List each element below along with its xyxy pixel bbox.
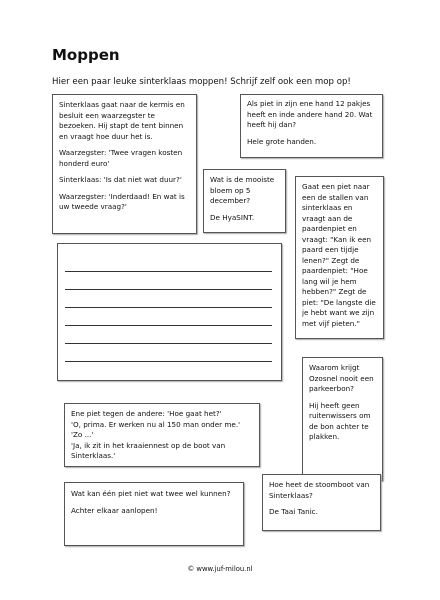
joke-text: Sinterklaas gaat naar de kermis en besluit een waarzegster te bezoeken. Hij stapt de tent binnen en vraagt hoe duur het is.: [59, 100, 185, 141]
joke-box-stoomboot: [262, 474, 381, 531]
joke-box-twee: [64, 482, 244, 546]
writing-line: [65, 271, 272, 272]
writing-line: [65, 289, 272, 290]
joke-text: Waarzegster: 'Twee vragen kosten honderd euro': [59, 148, 183, 168]
write-your-joke-box[interactable]: [57, 243, 282, 381]
writing-line: [65, 325, 272, 326]
joke-text: Waarzegster: 'Inderdaad! En wat is uw tweede vraag?': [59, 191, 185, 211]
writing-line: [65, 343, 272, 344]
joke-line: 'Ja, ik zit in het kraaiennest op de boot van Sinterklaas.': [71, 440, 226, 460]
joke-answer: De Taai Tanic.: [269, 507, 318, 516]
joke-answer: Hij heeft geen ruitenwissers om de bon achter te plakken.: [309, 400, 371, 441]
joke-box-kermis: [52, 94, 197, 234]
joke-line: 'Zo ...': [71, 430, 94, 439]
joke-question: Als piet in zijn ene hand 12 pakjes heeft en inde andere hand 20. Wat heeft hij dan?: [247, 99, 373, 129]
joke-box-ozosnel: [302, 357, 383, 481]
joke-line: 'O, prima. Er werken nu al 150 man onder me.': [71, 419, 241, 429]
joke-answer: Achter elkaar aanlopen!: [71, 505, 158, 515]
joke-question: Hoe heet de stoomboot van Sinterklaas?: [269, 480, 370, 500]
writing-line: [65, 361, 272, 362]
joke-box-kraaiennest: [64, 403, 260, 467]
joke-question: Wat kan één piet niet wat twee wel kunnen?: [71, 489, 231, 498]
joke-line: Ene piet tegen de andere: 'Hoe gaat het?': [71, 409, 222, 418]
joke-box-pakjes: [240, 94, 383, 158]
joke-question: Wat is de mooiste bloem op 5 december?: [210, 175, 275, 205]
joke-box-bloem: [203, 169, 286, 233]
joke-question: Waarom krijgt Ozosnel nooit een parkeerbon?: [309, 363, 374, 393]
joke-text: Sinterklaas: 'Is dat niet wat duur?': [59, 175, 182, 184]
joke-answer: Hele grote handen.: [247, 136, 317, 146]
intro-text: Hier een paar leuke sinterklaas moppen! Schrijf zelf ook een mop op!: [52, 77, 351, 87]
joke-answer: De HyaSINT.: [210, 212, 255, 222]
footer-copyright: © www.juf-milou.nl: [187, 565, 253, 573]
writing-line: [65, 307, 272, 308]
joke-box-paard: [295, 176, 384, 339]
joke-text: Gaat een piet naar een de stallen van sinterklaas en vraagt aan de paardenpiet en vraagt: "Kan ik een paard een tijdje lenen?" Zegt de paardenpiet: "Hoe lang wil je hem hebben?" Zegt de piet: "De langste die je hebt want we zijn met vijf pieten.": [302, 182, 376, 328]
page-title: Moppen: [52, 46, 120, 64]
